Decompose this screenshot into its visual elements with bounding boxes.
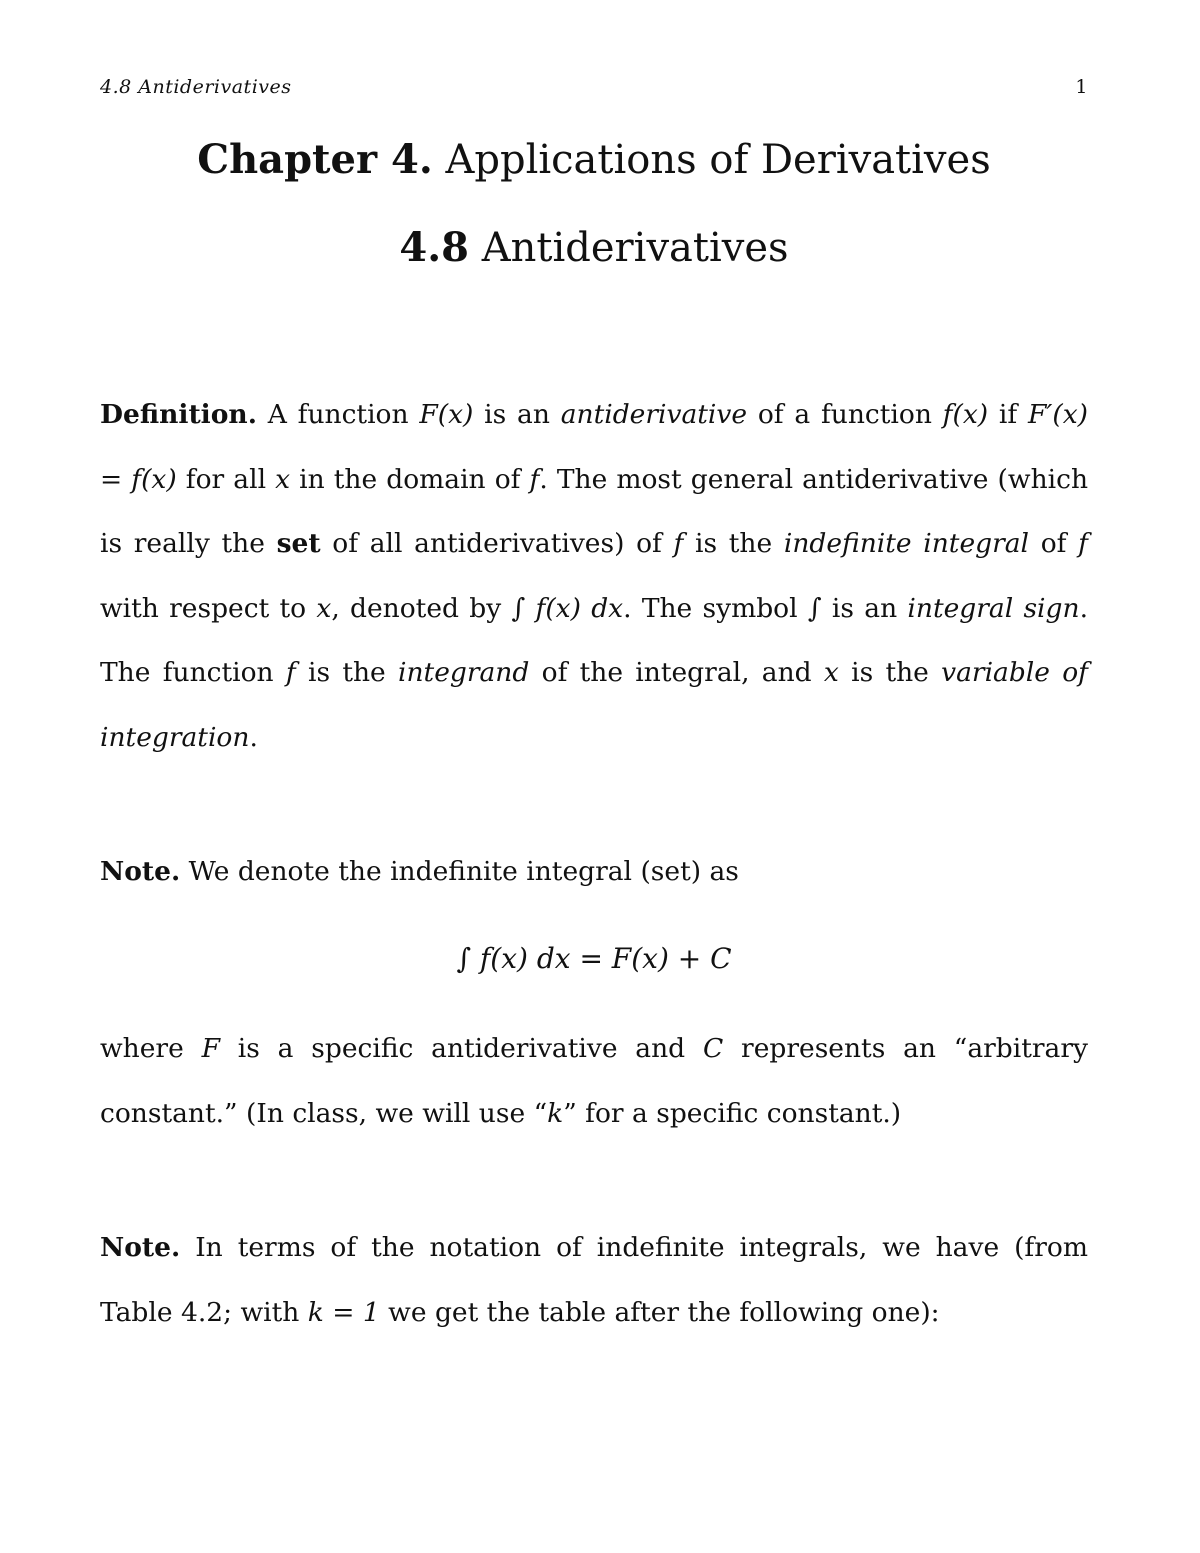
note1-math: C [702, 1033, 724, 1064]
section-title [0, 222, 1188, 274]
def-emphasis: variable of integration [100, 657, 1088, 753]
definition-label: Definition. [100, 399, 257, 430]
chapter-title [0, 134, 1188, 186]
note2-label: Note. [100, 1232, 181, 1263]
def-math: F′(x) = f(x) [100, 399, 1088, 495]
def-text: is the [683, 528, 784, 560]
def-math: f [285, 657, 296, 689]
def-text: is the [838, 657, 942, 689]
section-number: 4.8 [399, 224, 470, 271]
note1-continuation-paragraph [100, 1017, 1088, 1146]
def-emphasis: integral sign [907, 592, 1080, 624]
def-text: of the integral, and [529, 657, 824, 689]
def-math: f [529, 463, 540, 495]
note1-text: where [100, 1033, 202, 1064]
def-math: x [823, 657, 839, 689]
note1-lead-paragraph [100, 840, 1088, 905]
note1-text: is a specific antiderivative and [219, 1033, 703, 1064]
definition-paragraph [100, 383, 1088, 771]
note2-text: we get the table after the following one): [379, 1296, 940, 1328]
def-text: . The function [100, 592, 1088, 689]
def-text: if [988, 399, 1028, 430]
def-text: in the domain of [290, 463, 530, 495]
def-text: is an [821, 592, 908, 624]
def-emphasis: antiderivative [560, 399, 748, 430]
def-text: . The symbol [623, 592, 808, 624]
def-math: x [316, 592, 332, 624]
def-emphasis: indefinite integral [783, 528, 1030, 560]
page-number: 1 [1075, 76, 1088, 98]
chapter-label: Chapter 4. [197, 136, 433, 183]
def-text: . The most general antiderivative (which is really the [100, 463, 1089, 560]
section-name: Antiderivatives [481, 225, 789, 271]
running-title: 4.8 Antiderivatives [100, 76, 292, 98]
note1-math: F [201, 1033, 220, 1064]
def-math: F(x) [419, 399, 474, 430]
note2-text: In terms of the notation of indefinite integrals, we have (from Table 4.2; with [100, 1232, 1088, 1328]
def-text: with respect to [100, 592, 317, 624]
def-math: f(x) [942, 399, 989, 430]
def-text: for all [176, 463, 276, 495]
note1-text: represents an “arbitrary constant.” (In class, we will use “ [100, 1033, 1088, 1129]
def-math: ∫ f(x) dx [511, 592, 624, 624]
def-text: is an [473, 399, 561, 430]
note1-text: ” for a specific constant.) [563, 1097, 902, 1129]
def-text: A function [267, 399, 420, 430]
def-text: , denoted by [331, 592, 512, 624]
indefinite-integral-equation [0, 935, 1188, 983]
def-math: ∫ [807, 592, 822, 624]
def-text: . [249, 721, 258, 753]
def-math: f [673, 528, 684, 560]
note2-paragraph [100, 1216, 1088, 1345]
note1-lead-text: We denote the indefinite integral (set) as [180, 856, 739, 887]
def-text: of a function [747, 399, 943, 430]
chapter-name: Applications of Derivatives [445, 137, 991, 183]
equation-text: ∫ f(x) dx = F(x) + C [456, 942, 732, 975]
def-text: of [1029, 528, 1079, 560]
def-math: f [1078, 528, 1088, 560]
def-bold: set [276, 528, 321, 560]
def-text: of all antiderivatives) of [320, 528, 674, 560]
def-math: x [275, 463, 291, 495]
running-header [100, 76, 1088, 102]
def-emphasis: integrand [398, 657, 530, 689]
note1-label: Note. [100, 856, 181, 887]
def-text: is the [295, 657, 398, 689]
note1-math: k [547, 1097, 564, 1129]
note2-math: k = 1 [307, 1296, 380, 1328]
